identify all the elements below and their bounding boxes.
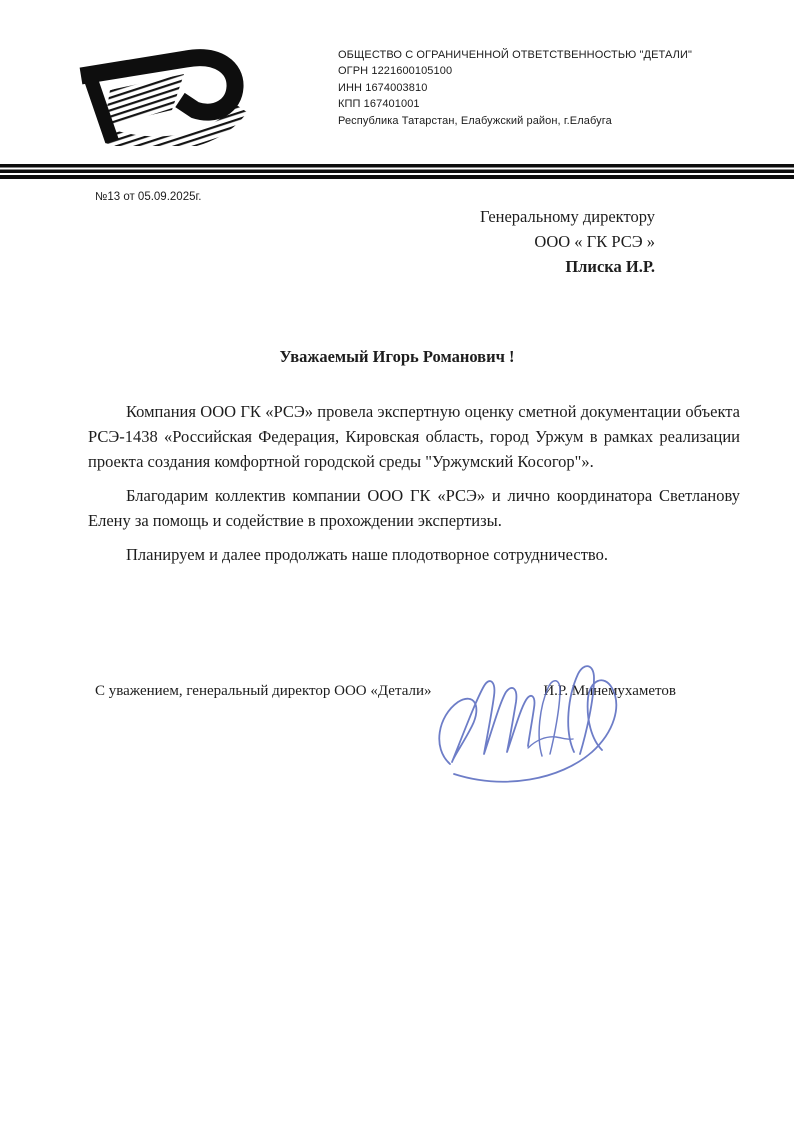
- company-kpp: КПП 167401001: [338, 98, 420, 111]
- letter-body: [88, 399, 740, 576]
- company-logo: [78, 44, 256, 146]
- company-name: ОБЩЕСТВО С ОГРАНИЧЕННОЙ ОТВЕТСТВЕННОСТЬЮ "ДЕТАЛИ": [338, 49, 693, 61]
- recipient-block: [400, 204, 655, 279]
- recipient-company: ООО « ГК РСЭ »: [534, 232, 655, 251]
- letter-reference: №13 от 05.09.2025г.: [95, 191, 202, 203]
- paragraph-1: Компания ООО ГК «РСЭ» провела экспертную оценку сметной документации объекта РСЭ-1438 «Российская Федерация, Кировская область, город Уржум в рамках реализации проекта создания комфортной городской среды "Уржумский Косогор"».: [88, 402, 740, 471]
- recipient-position: Генеральному директору: [480, 207, 655, 226]
- company-inn: ИНН 1674003810: [338, 81, 428, 94]
- recipient-name: Плиска И.Р.: [565, 257, 655, 276]
- salutation: Уважаемый Игорь Романович !: [279, 347, 515, 366]
- signature-icon: [424, 644, 630, 786]
- detali-logo-icon: [78, 44, 256, 146]
- signoff-name: И.Р. Минемухаметов: [543, 683, 676, 699]
- company-ogrn: ОГРН 1221600105100: [338, 65, 453, 78]
- signoff-text: С уважением, генеральный директор ООО «Детали»: [95, 683, 432, 699]
- paragraph-2: Благодарим коллектив компании ООО ГК «РСЭ» и лично координатора Светланову Елену за помощь и содействие в прохождении экспертизы.: [88, 486, 740, 530]
- paragraph-3: Планируем и далее продолжать наше плодотворное сотрудничество.: [126, 545, 608, 564]
- company-info: [338, 47, 692, 129]
- header-divider: [0, 164, 794, 179]
- company-address: Республика Татарстан, Елабужский район, г.Елабуга: [338, 114, 612, 127]
